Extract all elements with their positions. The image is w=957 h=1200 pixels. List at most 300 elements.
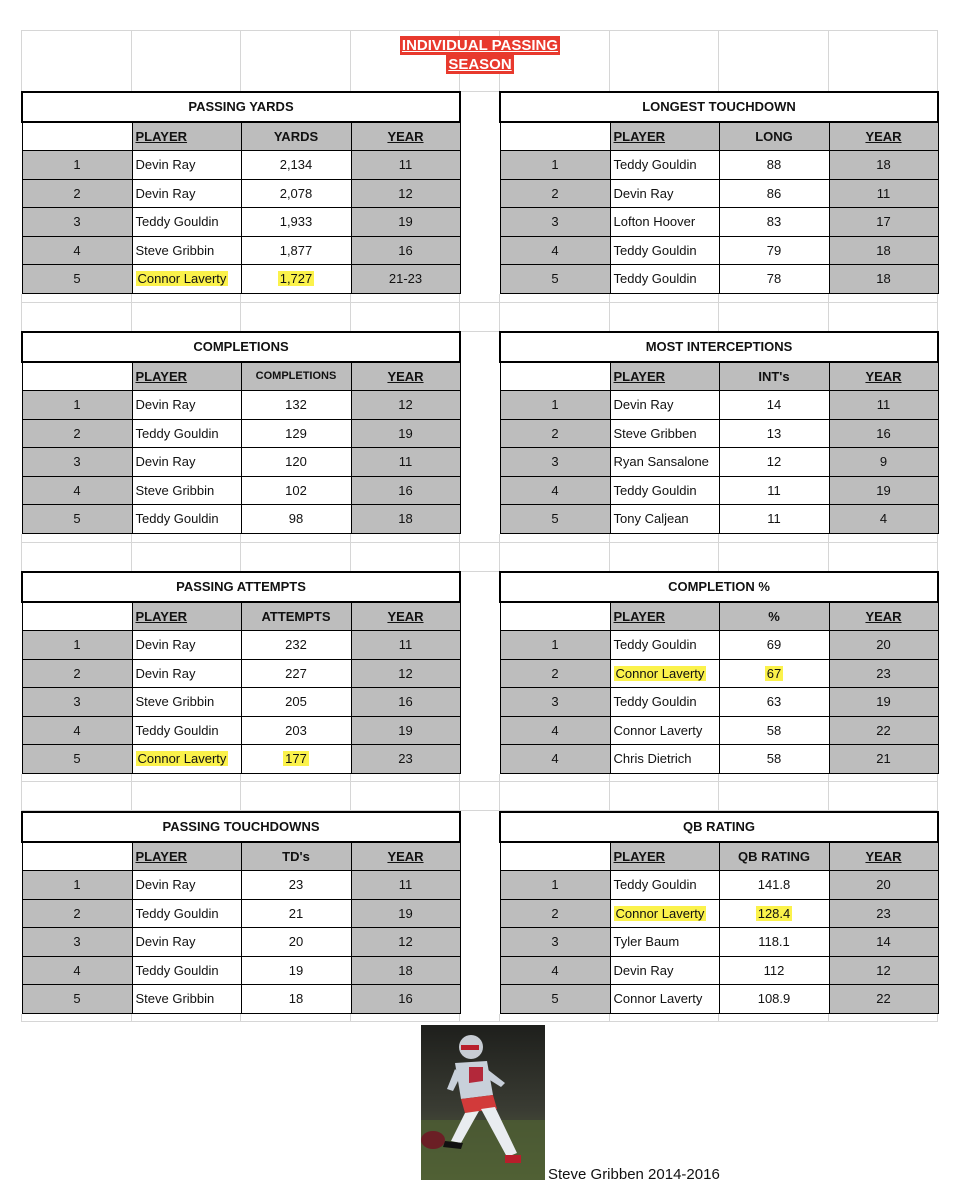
rank-cell [500, 265, 610, 294]
rank-cell [500, 151, 610, 180]
rank-text: 2 [73, 425, 81, 441]
year-text: 23 [876, 905, 891, 921]
year-text: 18 [398, 511, 413, 527]
year-text: 16 [398, 482, 413, 498]
year-cell [351, 208, 460, 237]
player-text: Steve Gribbin [135, 991, 215, 1007]
rank-text: 1 [73, 637, 81, 653]
value-cell [241, 236, 351, 265]
player-cell [610, 236, 719, 265]
year-text: 22 [876, 991, 891, 1007]
year-cell [351, 476, 460, 505]
column-header-blank [500, 842, 610, 871]
value-text: 128.4 [757, 905, 791, 921]
player-cell [610, 265, 719, 294]
value-text: 102 [285, 482, 307, 498]
player-cell [610, 448, 719, 477]
rank-cell [22, 505, 132, 534]
value-cell [241, 956, 351, 985]
player-text: Tyler Baum [613, 934, 680, 950]
player-text: Devin Ray [613, 185, 674, 201]
rank-text: 5 [73, 511, 81, 527]
value-text: 58 [766, 722, 782, 738]
year-cell [351, 265, 460, 294]
table-row [500, 208, 938, 237]
player-text: Devin Ray [135, 934, 196, 950]
table-row [22, 716, 460, 745]
table-title: PASSING ATTEMPTS [22, 572, 460, 602]
year-text: 18 [398, 962, 413, 978]
rank-text: 1 [73, 397, 81, 413]
value-text: 177 [285, 751, 307, 767]
value-cell [241, 151, 351, 180]
column-header-cell [610, 122, 719, 151]
table-title: QB RATING [500, 812, 938, 842]
rank-text: 2 [73, 665, 81, 681]
table-row [22, 659, 460, 688]
table-row [22, 688, 460, 717]
year-cell [351, 659, 460, 688]
rank-cell [500, 391, 610, 420]
year-text: 12 [398, 934, 413, 950]
rank-text: 1 [551, 157, 559, 173]
year-cell [351, 505, 460, 534]
player-cell [132, 505, 241, 534]
year-text: 14 [876, 934, 891, 950]
column-header-cell [351, 122, 460, 151]
value-text: 2,078 [279, 185, 313, 201]
value-text: 88 [766, 157, 782, 173]
column-header: YEAR [387, 848, 424, 864]
value-cell [241, 899, 351, 928]
table-row [500, 631, 938, 660]
table-row [22, 631, 460, 660]
value-text: 20 [288, 934, 304, 950]
column-header-cell [351, 362, 460, 391]
column-header: YEAR [865, 128, 902, 144]
table-row [22, 265, 460, 294]
value-text: 2,134 [279, 157, 313, 173]
rank-text: 3 [551, 454, 559, 470]
value-text: 1,933 [279, 214, 313, 230]
rank-cell [22, 265, 132, 294]
value-text: 132 [285, 397, 307, 413]
column-header-cell [719, 122, 829, 151]
year-text: 18 [876, 157, 891, 173]
table-row [22, 899, 460, 928]
rank-text: 4 [551, 962, 559, 978]
value-cell [719, 631, 829, 660]
value-text: 18 [288, 991, 304, 1007]
value-text: 11 [767, 482, 781, 498]
year-cell [829, 505, 938, 534]
table-row [500, 265, 938, 294]
rank-text: 4 [73, 482, 81, 498]
table-row [22, 151, 460, 180]
year-text: 19 [398, 425, 413, 441]
year-cell [351, 151, 460, 180]
year-cell [829, 985, 938, 1014]
rank-text: 2 [73, 905, 81, 921]
player-text: Teddy Gouldin [135, 425, 219, 441]
year-cell [351, 899, 460, 928]
value-text: 78 [766, 271, 782, 287]
player-text: Connor Laverty [613, 722, 703, 738]
value-cell [719, 871, 829, 900]
year-text: 12 [876, 962, 891, 978]
most-interceptions-table [499, 331, 939, 534]
player-text: Devin Ray [613, 962, 674, 978]
table-row [22, 208, 460, 237]
year-cell [351, 956, 460, 985]
column-header-cell [351, 602, 460, 631]
year-text: 21-23 [388, 271, 423, 287]
column-header: QB RATING [738, 848, 810, 864]
rank-text: 4 [73, 242, 81, 258]
player-text: Teddy Gouldin [613, 482, 697, 498]
rank-cell [22, 985, 132, 1014]
rank-cell [22, 236, 132, 265]
rank-cell [500, 956, 610, 985]
rank-text: 2 [551, 185, 559, 201]
year-cell [829, 659, 938, 688]
rank-text: 1 [551, 397, 559, 413]
player-cell [132, 688, 241, 717]
player-cell [610, 659, 719, 688]
player-text: Ryan Sansalone [613, 454, 709, 470]
year-text: 20 [876, 877, 891, 893]
player-cell [132, 716, 241, 745]
player-cell [610, 179, 719, 208]
year-cell [351, 179, 460, 208]
value-text: 79 [766, 242, 782, 258]
rank-text: 5 [73, 271, 81, 287]
rank-cell [22, 419, 132, 448]
year-cell [829, 716, 938, 745]
rank-text: 1 [551, 877, 559, 893]
year-text: 12 [398, 185, 413, 201]
rank-cell [22, 208, 132, 237]
column-header: YEAR [865, 848, 902, 864]
player-cell [610, 391, 719, 420]
player-text: Devin Ray [135, 185, 196, 201]
value-text: 1,727 [279, 271, 313, 287]
year-cell [829, 688, 938, 717]
year-text: 23 [876, 665, 891, 681]
player-cell [132, 236, 241, 265]
player-cell [132, 871, 241, 900]
player-text: Teddy Gouldin [135, 962, 219, 978]
column-header-cell [829, 602, 938, 631]
player-cell [610, 419, 719, 448]
rank-text: 5 [73, 991, 81, 1007]
year-cell [351, 745, 460, 774]
rank-cell [500, 688, 610, 717]
rank-cell [500, 745, 610, 774]
year-text: 11 [398, 454, 413, 470]
value-cell [719, 476, 829, 505]
year-cell [351, 871, 460, 900]
table-row [22, 391, 460, 420]
column-header-cell [829, 122, 938, 151]
value-cell [241, 659, 351, 688]
rank-text: 3 [551, 694, 559, 710]
rank-cell [500, 659, 610, 688]
table-row [22, 985, 460, 1014]
year-text: 21 [876, 751, 891, 767]
column-header-blank [22, 602, 132, 631]
player-text: Teddy Gouldin [135, 905, 219, 921]
rank-cell [22, 716, 132, 745]
rank-text: 1 [551, 637, 559, 653]
player-text: Teddy Gouldin [135, 214, 219, 230]
table-title: LONGEST TOUCHDOWN [500, 92, 938, 122]
player-text: Teddy Gouldin [613, 157, 697, 173]
player-text: Teddy Gouldin [613, 877, 697, 893]
rank-cell [500, 208, 610, 237]
year-text: 22 [876, 722, 891, 738]
title-line-1: INDIVIDUAL PASSING [401, 37, 559, 54]
year-text: 9 [879, 454, 888, 470]
rank-cell [500, 631, 610, 660]
column-header-blank [22, 362, 132, 391]
value-cell [719, 448, 829, 477]
table-title: PASSING TOUCHDOWNS [22, 812, 460, 842]
player-text: Devin Ray [135, 877, 196, 893]
year-text: 16 [398, 242, 413, 258]
player-cell [610, 871, 719, 900]
value-text: 203 [285, 722, 307, 738]
column-header-cell [719, 842, 829, 871]
value-text: 12 [766, 454, 782, 470]
year-text: 16 [398, 694, 413, 710]
value-text: 13 [766, 425, 782, 441]
value-text: 227 [285, 665, 307, 681]
player-cell [132, 659, 241, 688]
player-text: Devin Ray [135, 665, 196, 681]
year-text: 19 [398, 905, 413, 921]
player-text: Devin Ray [135, 454, 196, 470]
table-row [500, 688, 938, 717]
rank-text: 4 [551, 482, 559, 498]
column-header: PLAYER [135, 368, 188, 384]
year-text: 19 [398, 722, 413, 738]
rank-cell [500, 505, 610, 534]
column-header-blank [22, 122, 132, 151]
year-cell [351, 928, 460, 957]
value-cell [719, 956, 829, 985]
rank-cell [22, 899, 132, 928]
rank-text: 1 [73, 157, 81, 173]
player-cell [610, 985, 719, 1014]
table-row [500, 151, 938, 180]
player-text: Teddy Gouldin [613, 242, 697, 258]
year-text: 19 [398, 214, 413, 230]
rank-cell [22, 928, 132, 957]
year-text: 20 [876, 637, 891, 653]
column-header: YARDS [273, 128, 319, 144]
year-text: 11 [398, 157, 413, 173]
rank-cell [22, 631, 132, 660]
table-row [500, 745, 938, 774]
table-row [500, 716, 938, 745]
table-title: COMPLETION % [500, 572, 938, 602]
year-cell [829, 745, 938, 774]
player-cell [610, 151, 719, 180]
value-text: 11 [767, 511, 781, 527]
year-text: 11 [398, 877, 413, 893]
player-text: Devin Ray [135, 157, 196, 173]
rank-text: 4 [551, 242, 559, 258]
rank-text: 5 [551, 511, 559, 527]
rank-cell [22, 745, 132, 774]
column-header-cell [132, 362, 241, 391]
table-row [22, 236, 460, 265]
table-row [500, 476, 938, 505]
table-row [22, 448, 460, 477]
year-cell [829, 208, 938, 237]
year-cell [829, 151, 938, 180]
table-row [500, 391, 938, 420]
column-header-cell [241, 842, 351, 871]
player-text: Connor Laverty [613, 991, 703, 1007]
rank-text: 3 [73, 694, 81, 710]
player-photo [421, 1025, 545, 1180]
year-cell [351, 716, 460, 745]
rank-text: 3 [551, 214, 559, 230]
column-header-cell [829, 362, 938, 391]
rank-text: 3 [73, 454, 81, 470]
player-text: Connor Laverty [137, 271, 227, 287]
value-cell [241, 716, 351, 745]
year-cell [829, 419, 938, 448]
column-header: PLAYER [135, 128, 188, 144]
value-text: 21 [288, 905, 304, 921]
column-header-cell [610, 362, 719, 391]
value-text: 232 [285, 637, 307, 653]
player-cell [132, 956, 241, 985]
value-cell [719, 151, 829, 180]
value-text: 129 [285, 425, 307, 441]
column-header: YEAR [865, 608, 902, 624]
column-header: TD's [282, 848, 310, 864]
year-text: 17 [876, 214, 891, 230]
football-player-image [421, 1025, 545, 1180]
year-text: 23 [398, 751, 413, 767]
completions-table [21, 331, 461, 534]
table-row [22, 956, 460, 985]
player-cell [610, 956, 719, 985]
year-cell [829, 899, 938, 928]
table-row [500, 419, 938, 448]
rank-text: 5 [73, 751, 81, 767]
column-header-blank [500, 362, 610, 391]
year-text: 16 [876, 425, 891, 441]
column-header-blank [500, 122, 610, 151]
year-text: 19 [876, 694, 891, 710]
value-text: 58 [766, 751, 782, 767]
year-cell [351, 985, 460, 1014]
player-cell [132, 419, 241, 448]
value-text: 63 [766, 694, 782, 710]
column-header: ATTEMPTS [261, 608, 331, 624]
year-cell [829, 179, 938, 208]
player-cell [610, 716, 719, 745]
player-text: Connor Laverty [615, 905, 705, 921]
column-header: YEAR [865, 368, 902, 384]
year-cell [829, 476, 938, 505]
table-row [22, 476, 460, 505]
year-text: 12 [398, 397, 413, 413]
value-text: 19 [288, 962, 304, 978]
table-row [500, 505, 938, 534]
player-cell [610, 899, 719, 928]
player-text: Lofton Hoover [613, 214, 696, 230]
player-text: Teddy Gouldin [135, 722, 219, 738]
year-text: 16 [398, 991, 413, 1007]
rank-cell [22, 688, 132, 717]
rank-text: 4 [551, 722, 559, 738]
photo-caption: Steve Gribben 2014-2016 [548, 1166, 720, 1183]
table-row [22, 179, 460, 208]
table-row [22, 745, 460, 774]
table-row [500, 985, 938, 1014]
rank-text: 2 [551, 905, 559, 921]
player-cell [132, 265, 241, 294]
player-text: Steve Gribbin [135, 242, 215, 258]
player-cell [132, 208, 241, 237]
rank-text: 4 [551, 751, 559, 767]
player-text: Chris Dietrich [613, 751, 692, 767]
player-cell [610, 476, 719, 505]
player-text: Teddy Gouldin [613, 271, 697, 287]
rank-cell [500, 716, 610, 745]
value-cell [241, 208, 351, 237]
value-cell [719, 391, 829, 420]
value-cell [241, 871, 351, 900]
rank-cell [22, 659, 132, 688]
column-header-cell [132, 842, 241, 871]
table-row [500, 236, 938, 265]
value-text: 14 [766, 397, 782, 413]
column-header: % [768, 608, 780, 624]
player-cell [132, 985, 241, 1014]
value-cell [241, 419, 351, 448]
table-title: PASSING YARDS [22, 92, 460, 122]
player-text: Connor Laverty [615, 665, 705, 681]
year-cell [829, 265, 938, 294]
rank-cell [22, 179, 132, 208]
player-text: Teddy Gouldin [613, 637, 697, 653]
value-text: 98 [288, 511, 304, 527]
player-cell [132, 928, 241, 957]
value-cell [241, 391, 351, 420]
value-cell [241, 505, 351, 534]
value-text: 118.1 [758, 934, 790, 950]
column-header-cell [719, 602, 829, 631]
player-cell [132, 899, 241, 928]
player-text: Teddy Gouldin [613, 694, 697, 710]
value-cell [719, 745, 829, 774]
rank-text: 3 [73, 214, 81, 230]
year-text: 4 [879, 511, 888, 527]
value-cell [241, 179, 351, 208]
value-cell [241, 448, 351, 477]
value-text: 205 [285, 694, 307, 710]
year-cell [351, 391, 460, 420]
value-cell [719, 419, 829, 448]
column-header-cell [241, 602, 351, 631]
